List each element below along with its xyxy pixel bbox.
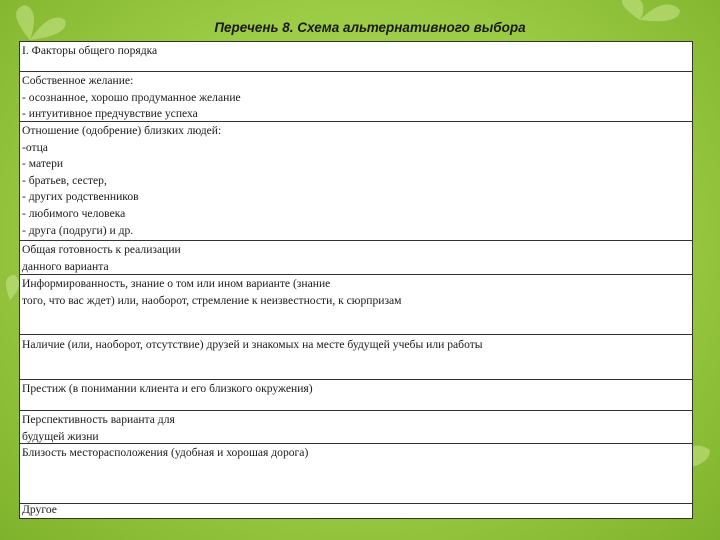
factors-table <box>19 41 693 519</box>
table-row <box>20 444 692 504</box>
row-text: Престиж (в понимании клиента и его близкого окружения) <box>22 382 313 395</box>
table-row <box>20 122 692 241</box>
row-text: Информированность, знание о том или ином варианте (знание <box>22 277 331 290</box>
row-text: Другое <box>22 504 57 516</box>
row-text: - других родственников <box>22 190 139 204</box>
row-text: - друга (подруги) и др. <box>22 223 134 237</box>
row-text: - осознанное, хорошо продуманное желание <box>22 90 241 104</box>
row-text: - любимого человека <box>22 206 126 220</box>
table-row <box>20 411 692 444</box>
table-row <box>20 72 692 122</box>
row-text: - братьев, сестер, <box>22 173 107 187</box>
row-text: Перспективность варианта для <box>22 413 175 426</box>
table-row <box>20 241 692 275</box>
row-text: того, что вас ждет) или, наоборот, стремление к неизвестности, к сюрпризам <box>22 293 402 307</box>
table-row <box>20 275 692 335</box>
row-text: - матери <box>22 157 64 171</box>
row-text: Собственное желание: <box>22 74 134 87</box>
table-row <box>20 380 692 411</box>
butterfly-decoration-icon <box>622 0 680 21</box>
row-text: -отца <box>22 140 48 154</box>
row-text: данного варианта <box>22 259 109 273</box>
table-row <box>20 504 692 518</box>
table-row <box>20 335 692 380</box>
row-text: Отношение (одобрение) близких людей: <box>22 124 222 137</box>
row-text: будущей жизни <box>22 429 99 443</box>
table-row <box>20 42 692 72</box>
butterfly-decoration-icon <box>6 275 19 300</box>
row-text: I. Факторы общего порядка <box>22 44 158 57</box>
row-text: Наличие (или, наоборот, отсутствие) друзей и знакомых на месте будущей учебы или работы <box>22 338 483 351</box>
row-text: - интуитивное предчувствие успеха <box>22 107 198 121</box>
row-text: Общая готовность к реализации <box>22 243 181 256</box>
page-title: Перечень 8. Схема альтернативного выбора <box>214 20 526 35</box>
row-text: Близость месторасположения (удобная и хорошая дорога) <box>22 446 309 459</box>
